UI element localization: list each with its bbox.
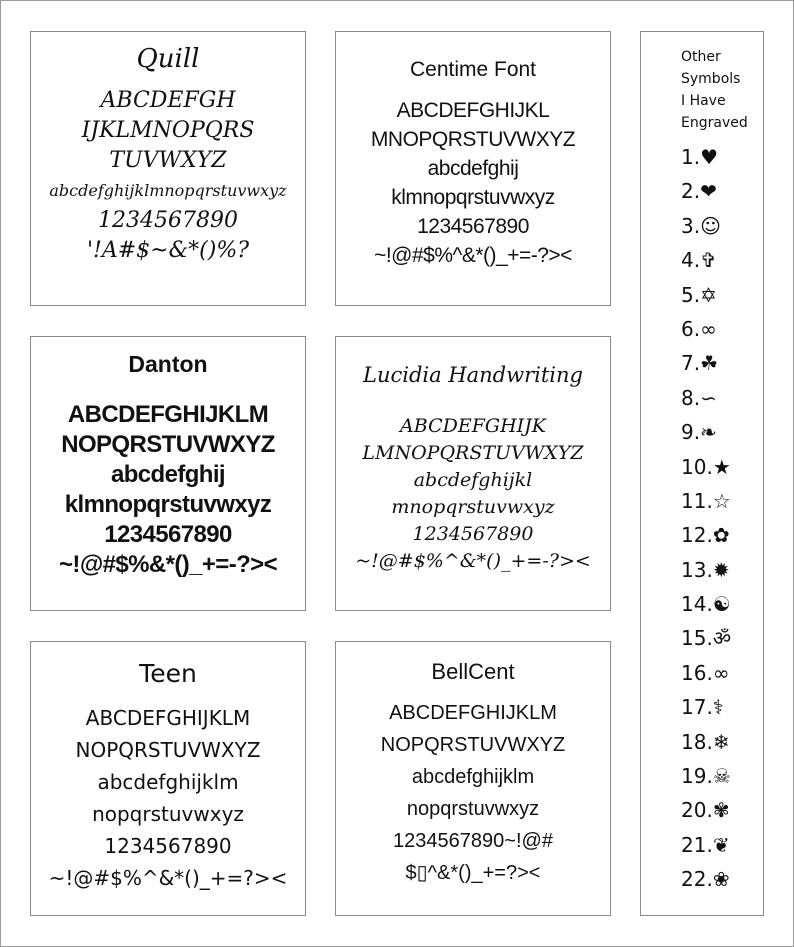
font-title: Lucidia Handwriting [363, 363, 583, 387]
heading-line: Symbols [681, 71, 741, 87]
symbol-item [681, 518, 763, 552]
symbol-item [681, 174, 763, 208]
sample-line: NOPQRSTUVWXYZ [75, 738, 261, 762]
sample-line: LMNOPQRSTUVWXYZ [362, 442, 584, 464]
symbol-number: 21. [681, 832, 713, 857]
snowflake-icon: ❄ [712, 729, 730, 754]
symbol-number: 16. [681, 660, 713, 685]
sun-icon: ✹ [712, 557, 730, 582]
caduceus-icon: ⚕ [712, 695, 724, 720]
sample-line: nopqrstuvwxyz [92, 802, 244, 826]
symbol-number: 7. [681, 351, 701, 376]
symbol-number: 4. [681, 248, 701, 273]
paw-print-icon: ✾ [712, 798, 730, 823]
symbol-item [681, 690, 763, 724]
sample-line: 1234567890~!@# [393, 830, 553, 852]
smiley-icon: ☺ [700, 213, 721, 238]
symbol-item [681, 553, 763, 587]
symbols-panel [640, 31, 764, 916]
symbol-number: 5. [681, 282, 701, 307]
sample-line: ~!@#$%&*()_+=-?>< [59, 551, 277, 578]
font-title: BellCent [431, 659, 515, 684]
sample-line: ~!@#$%^&*()_+=-?>< [355, 550, 591, 572]
symbol-item [681, 278, 763, 312]
sample-line: 1234567890 [412, 523, 534, 545]
symbol-item [681, 415, 763, 449]
om-icon: ॐ [712, 626, 732, 651]
symbol-item [681, 140, 763, 174]
symbol-number: 19. [681, 764, 713, 789]
sample-line: ABCDEFGHIJKL [396, 99, 550, 122]
yin-yang-icon: ☯ [712, 592, 731, 617]
symbol-item [681, 209, 763, 243]
symbol-item [681, 243, 763, 277]
symbols-heading [681, 46, 763, 134]
sample-line: mnopqrstuvwxyz [391, 496, 555, 518]
sample-line: '!A#$~&*()%? [86, 238, 250, 263]
celtic-knot-icon: ∞ [700, 316, 717, 341]
symbol-number: 14. [681, 592, 713, 617]
font-title: Centime Font [409, 58, 537, 81]
sample-line: ABCDEFGHIJKLM [389, 702, 557, 724]
sample-line: abcdefghij [427, 157, 519, 180]
star-of-david-icon: ✡ [700, 282, 717, 307]
solid-star-icon: ★ [712, 454, 731, 479]
sample-line: TUVWXYZ [109, 148, 227, 173]
sample-line: ABCDEFGH [100, 88, 236, 113]
sample-line: ABCDEFGHIJK [400, 415, 546, 437]
sample-line: nopqrstuvwxyz [406, 798, 540, 820]
trinity-knot-icon: ☘ [700, 351, 719, 376]
sample-line: 1234567890 [104, 834, 232, 858]
font-sample-danton [30, 336, 306, 611]
font-sample-quill [30, 31, 306, 306]
symbol-number: 9. [681, 420, 701, 445]
symbol-number: 17. [681, 695, 713, 720]
symbol-number: 2. [681, 179, 701, 204]
sample-line: $▯^&*()_+=?>< [405, 862, 541, 884]
sample-line: abcdefghijklmnopqrstuvwxyz [49, 181, 287, 200]
font-title: Danton [128, 351, 208, 377]
outline-star-icon: ☆ [712, 488, 731, 513]
flower-icon: ✿ [712, 523, 730, 548]
sample-line: 1234567890 [417, 215, 529, 238]
symbol-item [681, 656, 763, 690]
symbol-number: 18. [681, 729, 713, 754]
sample-line: 1234567890 [98, 208, 238, 233]
symbol-list [681, 140, 763, 897]
symbol-number: 1. [681, 145, 701, 169]
heading-line: Engraved [681, 115, 748, 131]
sample-line: ABCDEFGHIJKLM [85, 706, 251, 730]
sample-line: MNOPQRSTUVWXYZ [370, 128, 576, 151]
symbol-number: 6. [681, 316, 701, 341]
swirl-icon: ∽ [700, 385, 717, 410]
flourish-icon: ❧ [700, 420, 717, 445]
sample-line: klmnopqrstuvwxyz [64, 491, 272, 518]
heading-line: I Have [681, 93, 726, 109]
font-sample-centime [335, 31, 611, 306]
symbol-item [681, 484, 763, 518]
sample-line: ~!@#$%^&*()_+=?>< [48, 866, 288, 890]
font-sample-teen [30, 641, 306, 916]
sample-line: abcdefghijkl [413, 469, 533, 491]
symbol-item [681, 450, 763, 484]
symbol-number: 3. [681, 213, 701, 238]
symbol-number: 22. [681, 867, 713, 892]
symbol-item [681, 312, 763, 346]
font-title: Quill [136, 44, 200, 74]
sample-line: NOPQRSTUVWXYZ [61, 431, 275, 458]
symbol-item [681, 725, 763, 759]
font-sample-lucidia [335, 336, 611, 611]
symbol-item [681, 346, 763, 380]
symbol-number: 10. [681, 454, 713, 479]
heading-line: Other [681, 49, 721, 65]
symbol-item [681, 828, 763, 862]
symbol-item [681, 381, 763, 415]
sample-line: ~!@#$%^&*()_+=-?>< [374, 244, 572, 267]
cross-icon: ✞ [700, 248, 717, 273]
symbol-number: 11. [681, 488, 713, 513]
footprints-icon: ❦ [712, 832, 730, 857]
sample-line: IJKLMNOPQRS [81, 118, 255, 143]
symbol-item [681, 793, 763, 827]
font-sample-bellcent [335, 641, 611, 916]
sample-line: abcdefghijklm [97, 770, 239, 794]
symbol-item [681, 621, 763, 655]
sample-line: NOPQRSTUVWXYZ [380, 734, 566, 756]
symbol-number: 13. [681, 557, 713, 582]
sample-line: 1234567890 [104, 521, 232, 548]
sample-line: klmnopqrstuvwxyz [391, 186, 555, 209]
symbol-item [681, 862, 763, 896]
sample-line: abcdefghij [110, 461, 225, 488]
symbol-item [681, 759, 763, 793]
symbol-number: 12. [681, 523, 713, 548]
skull-crossbones-icon: ☠ [712, 764, 731, 789]
symbol-number: 20. [681, 798, 713, 823]
symbol-number: 15. [681, 626, 713, 651]
wide-heart-icon: ❤ [700, 179, 717, 204]
lotus-icon: ❀ [712, 867, 730, 892]
infinity-icon: ∞ [712, 660, 730, 685]
symbol-item [681, 587, 763, 621]
sample-line: abcdefghijklm [411, 766, 535, 788]
font-title: Teen [139, 659, 197, 688]
sample-line: ABCDEFGHIJKLM [67, 401, 269, 428]
symbol-number: 8. [681, 385, 701, 410]
heart-icon: ♥ [700, 145, 719, 169]
